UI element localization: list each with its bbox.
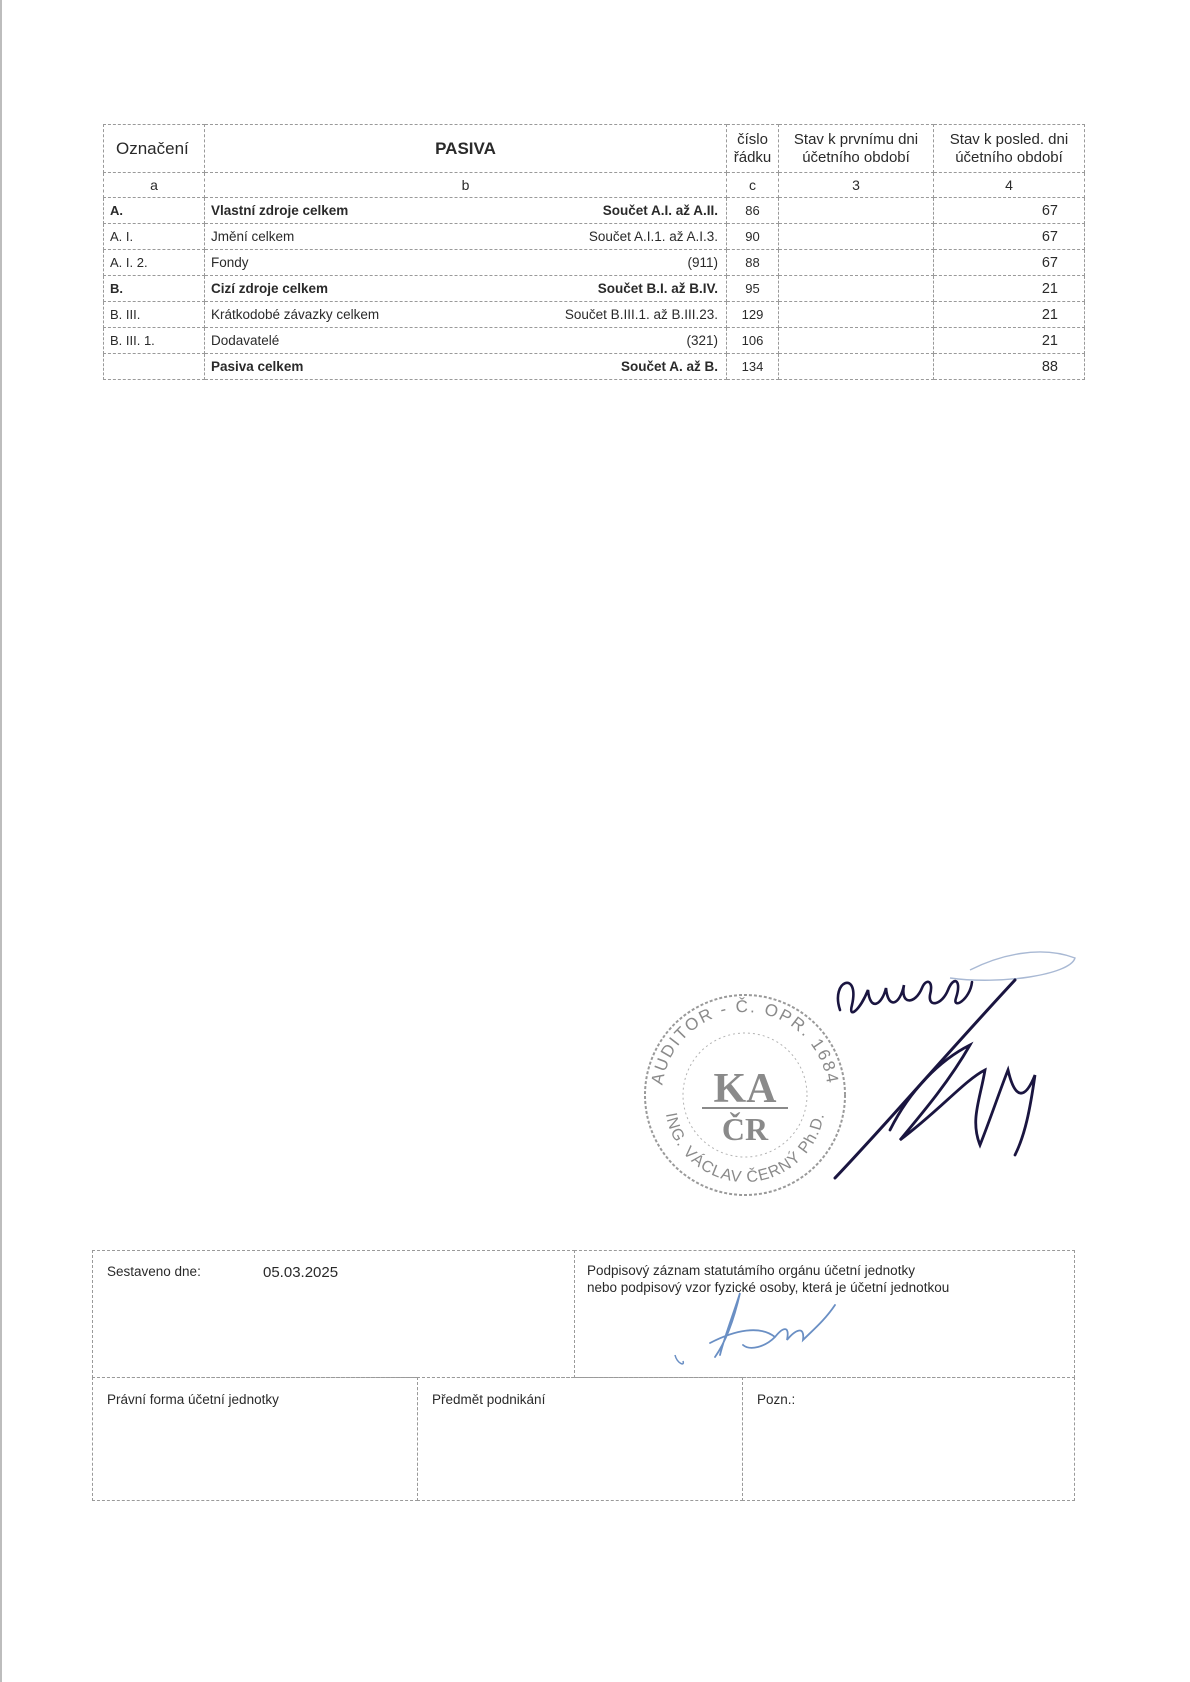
row-formula: (911) [687,255,718,270]
row-name: Vlastní zdroje celkem [211,203,349,218]
podpis-line-1: Podpisový záznam statutámího orgánu účetní jednotky [587,1263,915,1278]
row-first-value [779,354,934,380]
pasiva-table [103,124,1085,380]
row-formula: (321) [686,333,718,348]
sestaveno-label: Sestaveno dne: [107,1264,201,1279]
table-row [104,302,1085,328]
svg-text:KA: KA [713,1066,777,1112]
poznamka-label: Pozn.: [757,1392,796,1407]
row-name: Jmění celkem [211,229,295,244]
row-name: Cizí zdroje celkem [211,281,329,296]
row-code: A. I. [104,224,205,250]
scan-left-edge [0,0,2,1682]
row-code: A. [104,198,205,224]
row-last-value: 67 [934,224,1085,250]
row-line-number: 129 [727,302,779,328]
letter-a: a [104,173,205,198]
letter-b: b [205,173,727,198]
column-letter-row [104,173,1085,198]
header-oznaceni: Označení [104,125,205,173]
row-line-number: 90 [727,224,779,250]
sestaveno-date: 05.03.2025 [263,1264,339,1281]
row-last-value: 88 [934,354,1085,380]
row-first-value [779,250,934,276]
svg-text:AUDITOR - Č. OPR. 1684: AUDITOR - Č. OPR. 1684 [647,996,843,1087]
poznamka-box [742,1377,1075,1501]
table-row [104,250,1085,276]
row-code: B. III. 1. [104,328,205,354]
row-first-value [779,276,934,302]
header-pasiva: PASIVA [205,125,727,173]
table-row [104,328,1085,354]
header-stav-prvni: Stav k prvnímu dni účetního období [779,125,934,173]
row-name: Krátkodobé závazky celkem [211,307,380,322]
row-last-value: 67 [934,198,1085,224]
row-code: A. I. 2. [104,250,205,276]
pravni-forma-label: Právní forma účetní jednotky [107,1392,279,1407]
blue-signature [665,1285,855,1370]
sestaveno-box [92,1250,575,1378]
row-formula: Součet B.III.1. až B.III.23. [564,307,718,322]
row-code: B. [104,276,205,302]
table-row [104,224,1085,250]
row-formula: Součet A.I. až A.II. [602,203,718,218]
row-first-value [779,224,934,250]
table-header-row [104,125,1085,173]
header-cislo-radku: číslo řádku [727,125,779,173]
row-formula: Součet A.I.1. až A.I.3. [588,229,718,244]
table-row [104,276,1085,302]
row-last-value: 21 [934,302,1085,328]
row-last-value: 21 [934,328,1085,354]
svg-text:ING. VÁCLAV ČERNÝ Ph.D.: ING. VÁCLAV ČERNÝ Ph.D. [661,1111,829,1187]
row-name: Dodavatelé [211,333,280,348]
podpis-line-2: nebo podpisový vzor fyzické osoby, která je účetní jednotkou [587,1280,950,1295]
row-formula: Součet A. až B. [620,359,718,374]
row-line-number: 134 [727,354,779,380]
footer-form [92,1250,1075,1501]
row-formula: Součet B.I. až B.IV. [597,281,718,296]
pravni-forma-box [92,1377,418,1501]
svg-text:ČR: ČR [721,1111,769,1147]
handwritten-signature [830,950,1090,1190]
row-code [104,354,205,380]
header-stav-posledni: Stav k posled. dni účetního období [934,125,1085,173]
letter-3: 3 [779,173,934,198]
row-first-value [779,198,934,224]
row-line-number: 95 [727,276,779,302]
table-row [104,198,1085,224]
table-row [104,354,1085,380]
letter-4: 4 [934,173,1085,198]
row-first-value [779,328,934,354]
row-code: B. III. [104,302,205,328]
row-first-value [779,302,934,328]
row-last-value: 67 [934,250,1085,276]
letter-c: c [727,173,779,198]
row-name: Pasiva celkem [211,359,304,374]
row-line-number: 88 [727,250,779,276]
auditor-stamp [640,990,850,1200]
predmet-podnikani-box [417,1377,743,1501]
row-name: Fondy [211,255,249,270]
row-line-number: 86 [727,198,779,224]
predmet-podnikani-label: Předmět podnikání [432,1392,546,1407]
row-last-value: 21 [934,276,1085,302]
row-line-number: 106 [727,328,779,354]
